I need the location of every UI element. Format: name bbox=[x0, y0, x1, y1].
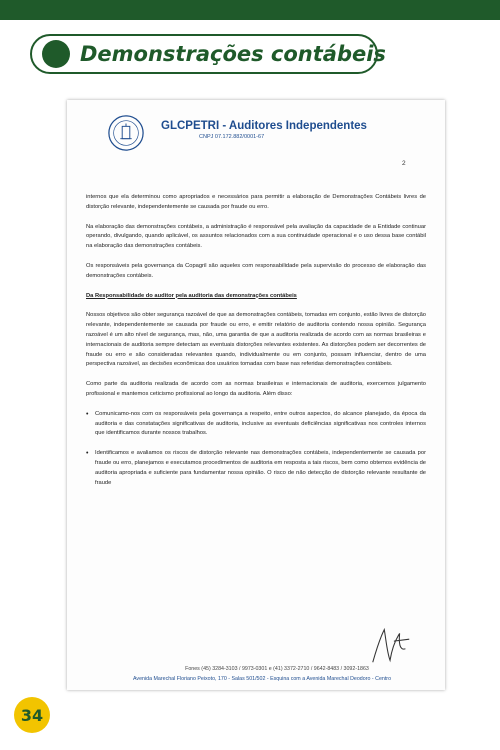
letter-page-number: 2 bbox=[402, 160, 406, 167]
footer-phones: Fones (45) 3284-3103 / 9973-0301 e (41) 3372-2710 / 9642-8483 / 3092-1863 bbox=[185, 666, 369, 672]
title-bullet-icon bbox=[42, 40, 70, 68]
bullet-text: Comunicamo-nos com os responsáveis pela governança a respeito, entre outros aspectos, do alcance planejado, da época da auditoria e das constatações significativas de auditoria, inclusive as eventuais deficiências significativas nos controles internos que identificamos durante nossos trabalhos. bbox=[95, 410, 426, 437]
bullet-icon: • bbox=[86, 450, 89, 458]
bullet-icon: • bbox=[86, 410, 89, 418]
paragraph: Na elaboração das demonstrações contábeis, a administração é responsável pela avaliação da capacidade de a Entidade continuar operando, divulgando, quando aplicável, os assuntos relacionados com a sua continuidade operacional e o uso dessa base contábil na elaboração das demonstrações contábeis. bbox=[86, 223, 426, 250]
top-bar bbox=[0, 0, 500, 20]
auditor-letter-scan bbox=[67, 100, 445, 690]
paragraph: Nossos objetivos são obter segurança razoável de que as demonstrações contábeis, tomadas em conjunto, estão livres de distorção relevante, independentemente se causada por fraude ou erro, e emitir relatório de auditoria contendo nossa opinião. Segurança razoável é um alto nível de segurança, mas, não, uma garantia de que a auditoria realizada de acordo com as normas brasileiras e internacionais de auditoria sempre detectam as eventuais distorções relevantes existentes. As distorções podem ser decorrentes de fraude ou erro e são consideradas relevantes quando, individualmente ou em conjunto, possam influenciar, dentro de uma perspectiva razoável, as decisões econômicas dos usuários tomadas com base nas referidas demonstrações contábeis. bbox=[86, 312, 426, 368]
bullet-list bbox=[86, 410, 426, 489]
paragraph: Como parte da auditoria realizada de acordo com as normas brasileiras e internacionais de auditoria, exercemos julgamento profissional e mantemos ceticismo profissional ao longo da auditoria. Além disso: bbox=[86, 381, 426, 397]
page-title: Demonstrações contábeis bbox=[80, 42, 386, 66]
firm-cnpj: CNPJ 07.172.882/0001-67 bbox=[199, 134, 265, 140]
letter-body bbox=[86, 193, 426, 498]
signature-icon bbox=[367, 620, 415, 668]
list-item bbox=[86, 449, 426, 488]
list-item bbox=[86, 410, 426, 439]
paragraph: Os responsáveis pela governança da Copagril são aqueles com responsabilidade pela supervisão do processo de elaboração das demonstrações contábeis. bbox=[86, 262, 426, 279]
firm-seal-icon bbox=[107, 114, 145, 152]
page-number-badge: 34 bbox=[14, 697, 50, 733]
section-heading: Da Responsabilidade do auditor pela auditoria das demonstrações contábeis bbox=[86, 292, 297, 299]
firm-name: GLCPETRI - Auditores Independentes bbox=[161, 120, 367, 132]
footer-address: Avenida Marechal Floriano Peixoto, 170 - Salas 501/502 - Esquina com a Avenida Marechal Deodoro - Centro bbox=[132, 676, 392, 682]
section-title-pill bbox=[30, 34, 386, 74]
bullet-text: Identificamos e avaliamos os riscos de distorção relevante nas demonstrações contábeis, independentemente se causada por fraude ou erro, planejamos e executamos procedimentos de auditoria em resposta a tais riscos, bem como obtemos evidência de auditoria apropriada e suficiente para fundamentar nossa opinião. O risco de não detecção de distorção relevante resultante de fraude bbox=[95, 450, 426, 486]
paragraph: internos que ela determinou como apropriados e necessários para permitir a elaboração de Demonstrações Contábeis livres de distorção relevante, independentemente se causada por fraude ou erro. bbox=[86, 194, 426, 210]
